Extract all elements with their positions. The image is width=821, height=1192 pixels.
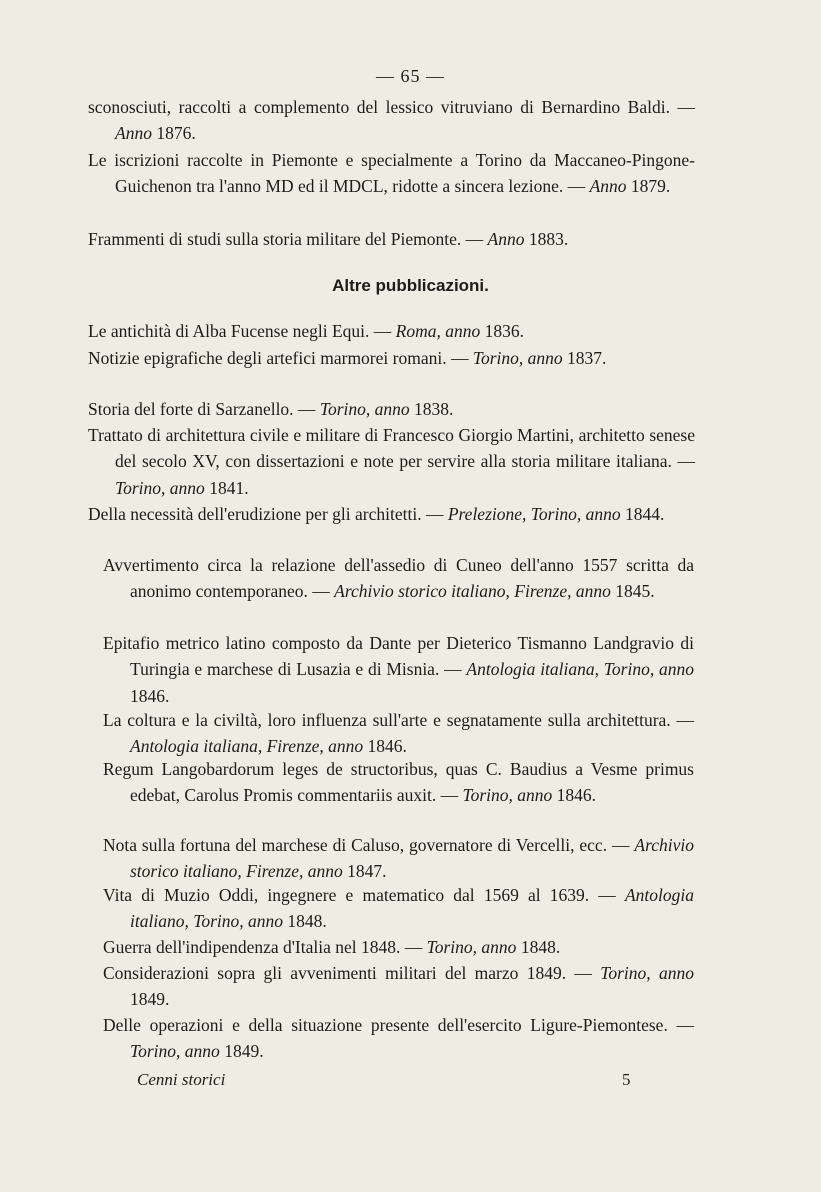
bibliography-entry: Nota sulla fortuna del marchese di Caluso, governatore di Vercelli, ecc. — Archivio storico italiano, Firenze, anno 1847. xyxy=(103,835,694,882)
section-heading: Altre pubblicazioni. xyxy=(332,276,489,295)
bibliography-entry: Della necessità dell'erudizione per gli architetti. — Prelezione, Torino, anno 1844. xyxy=(88,504,665,524)
bibliography-entry: Notizie epigrafiche degli artefici marmorei romani. — Torino, anno 1837. xyxy=(88,348,607,368)
signature-mark: 5 xyxy=(622,1070,631,1089)
bibliography-entry: La coltura e la civiltà, loro influenza sull'arte e segnatamente sulla architettura. — Antologia italiana, Firenze, anno 1846. xyxy=(103,710,694,757)
page-number: — 65 — xyxy=(376,66,445,86)
bibliography-entry: Trattato di architettura civile e militare di Francesco Giorgio Martini, architetto senese del secolo XV, con dissertazioni e note per servire alla storia militare italiana. — Torino, anno 1841. xyxy=(88,425,695,498)
bibliography-entry: Delle operazioni e della situazione presente dell'esercito Ligure-Piemontese. — Torino, anno 1849. xyxy=(103,1015,694,1062)
bibliography-entry: Frammenti di studi sulla storia militare del Piemonte. — Anno 1883. xyxy=(88,229,569,249)
bibliography-entry: Le iscrizioni raccolte in Piemonte e specialmente a Torino da Maccaneo-Pingone-Guichenon tra l'anno MD ed il MDCL, ridotte a sincera lezione. — Anno 1879. xyxy=(88,150,695,197)
bibliography-entry: Vita di Muzio Oddi, ingegnere e matematico dal 1569 al 1639. — Antologia italiano, Torino, anno 1848. xyxy=(103,885,694,932)
footer-title: Cenni storici xyxy=(137,1070,226,1089)
bibliography-entry: Le antichità di Alba Fucense negli Equi. — Roma, anno 1836. xyxy=(88,321,524,341)
bibliography-entry: Guerra dell'indipendenza d'Italia nel 1848. — Torino, anno 1848. xyxy=(103,937,561,957)
bibliography-entry: Epitafio metrico latino composto da Dante per Dieterico Tismanno Landgravio di Turingia e marchese di Lusazia e di Misnia. — Antologia italiana, Torino, anno 1846. xyxy=(103,633,694,706)
bibliography-entry: Storia del forte di Sarzanello. — Torino, anno 1838. xyxy=(88,399,454,419)
bibliography-entry: Considerazioni sopra gli avvenimenti militari del marzo 1849. — Torino, anno 1849. xyxy=(103,963,694,1010)
bibliography-entry: Avvertimento circa la relazione dell'assedio di Cuneo dell'anno 1557 scritta da anonimo contemporaneo. — Archivio storico italiano, Firenze, anno 1845. xyxy=(103,555,694,602)
bibliography-entry: Regum Langobardorum leges de structoribus, quas C. Baudius a Vesme primus edebat, Carolus Promis commentariis auxit. — Torino, anno 1846. xyxy=(103,759,694,806)
bibliography-entry: sconosciuti, raccolti a complemento del lessico vitruviano di Bernardino Baldi. — Anno 1876. xyxy=(88,97,695,144)
